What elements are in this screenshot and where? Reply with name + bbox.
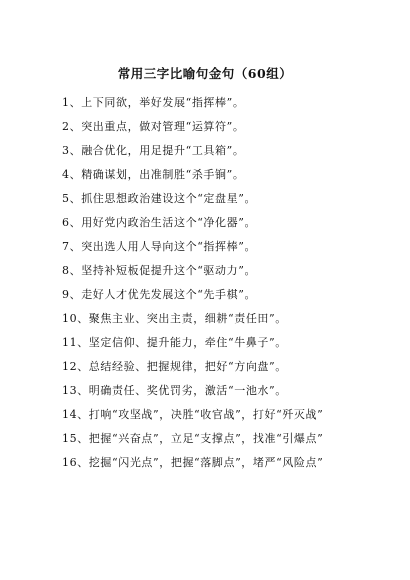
- list-item: 13、明确责任、奖优罚劣，激活“一池水”。: [62, 384, 287, 397]
- list-item: 3、融合优化，用足提升“工具箱”。: [62, 144, 245, 157]
- list-item: 4、精确谋划，出准制胜“杀手锏”。: [62, 168, 245, 181]
- list-item: 16、挖掘“闪光点”，把握“落脚点”，堵严“风险点”: [62, 456, 324, 469]
- list-item: 8、坚持补短板促提升这个“驱动力”。: [62, 264, 257, 277]
- list-item: 11、坚定信仰、提升能力，牵住“牛鼻子”。: [62, 336, 287, 349]
- list-item: 10、聚焦主业、突出主责，细耕“责任田”。: [62, 312, 287, 325]
- list-item: 1、上下同欲，举好发展“指挥棒”。: [62, 96, 245, 109]
- phrase-list: [62, 93, 358, 477]
- list-item: 14、打响“攻坚战”，决胜“收官战”，打好“歼灭战”: [62, 408, 324, 421]
- list-item: 15、把握“兴奋点”，立足“支撑点”，找准“引爆点”: [62, 432, 324, 445]
- list-item: 2、突出重点，做对管理“运算符”。: [62, 120, 245, 133]
- list-item: 6、用好党内政治生活这个“净化器”。: [62, 216, 257, 229]
- list-item: 7、突出选人用人导向这个“指挥棒”。: [62, 240, 257, 253]
- list-item: 5、抓住思想政治建设这个“定盘星”。: [62, 192, 257, 205]
- page-title: 常用三字比喻句金句（60组）: [117, 66, 293, 81]
- list-item: 12、总结经验、把握规律，把好“方向盘”。: [62, 360, 287, 373]
- list-item: 9、走好人才优先发展这个“先手棋”。: [62, 288, 257, 301]
